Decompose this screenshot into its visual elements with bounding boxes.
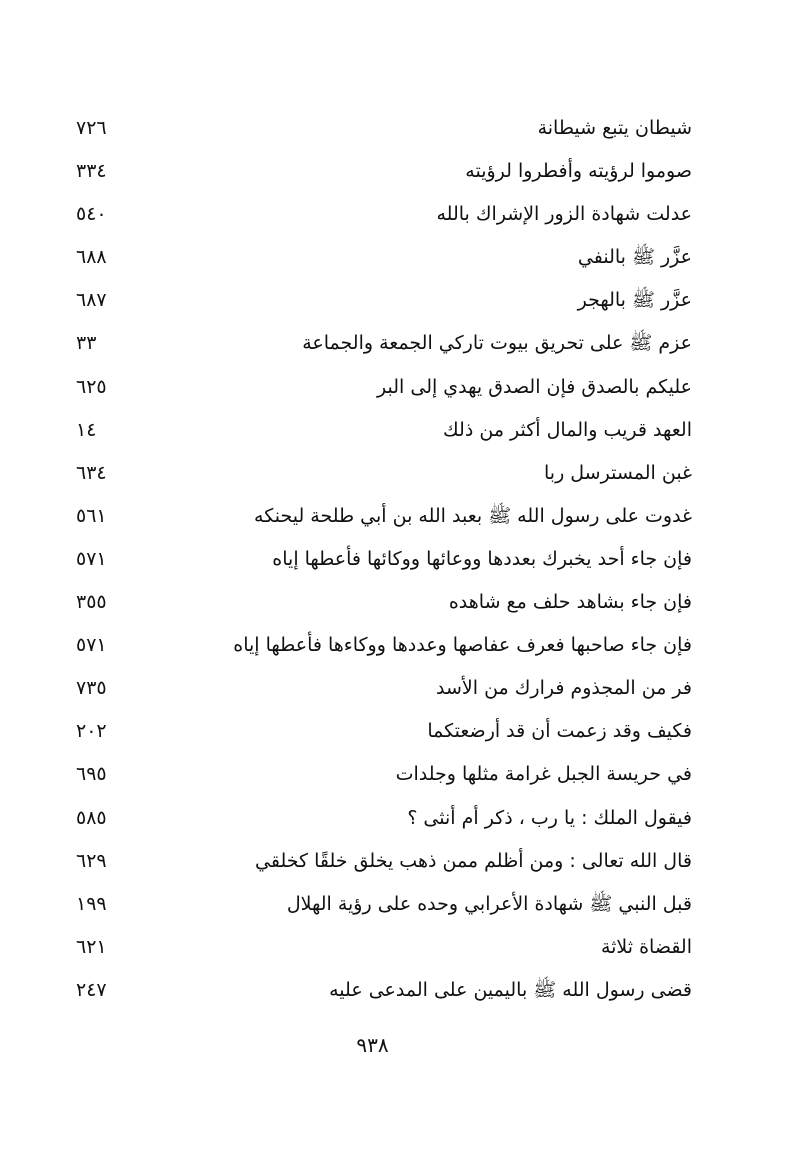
hadith-text: غبن المسترسل ربا bbox=[544, 461, 692, 484]
hadith-text: فإن جاء صاحبها فعرف عفاصها وعددها ووكاءها فأعطها إياه bbox=[233, 634, 692, 657]
page-reference: ٣٣ bbox=[76, 332, 97, 355]
page-reference: ٦٩٥ bbox=[76, 763, 107, 786]
hadith-text: العهد قريب والمال أكثر من ذلك bbox=[443, 418, 692, 441]
page-reference: ٧٢٦ bbox=[76, 117, 107, 139]
page-reference: ٦٢٩ bbox=[76, 849, 107, 872]
page-reference: ٣٥٥ bbox=[76, 591, 107, 614]
page-reference: ٦٣٤ bbox=[76, 461, 107, 484]
index-entry bbox=[70, 841, 692, 884]
page-reference: ٧٣٥ bbox=[76, 677, 107, 700]
page-reference: ١٩٩ bbox=[76, 892, 107, 915]
hadith-text: صوموا لرؤيته وأفطروا لرؤيته bbox=[465, 160, 692, 183]
page-reference: ٢٠٢ bbox=[76, 720, 107, 743]
page-reference: ٥٦١ bbox=[76, 504, 107, 527]
index-entry bbox=[70, 453, 692, 496]
page-reference: ٦٨٧ bbox=[76, 289, 107, 312]
index-entry bbox=[70, 237, 692, 280]
page-reference: ٥٨٥ bbox=[76, 806, 107, 829]
index-entry bbox=[70, 280, 692, 323]
hadith-text: فكيف وقد زعمت أن قد أرضعتكما bbox=[427, 720, 692, 743]
page-reference: ٣٣٤ bbox=[76, 160, 107, 183]
hadith-text: عزم ﷺ على تحريق بيوت تاركي الجمعة والجماعة bbox=[302, 332, 692, 355]
hadith-text: فإن جاء أحد يخبرك بعددها ووعائها ووكائها فأعطها إياه bbox=[272, 547, 692, 570]
hadith-text: القضاة ثلاثة bbox=[600, 935, 692, 958]
page-reference: ١٤ bbox=[76, 418, 97, 441]
hadith-text: قال الله تعالى : ومن أظلم ممن ذهب يخلق خلقًا كخلقي bbox=[255, 849, 692, 872]
hadith-text: فر من المجذوم فرارك من الأسد bbox=[436, 677, 692, 700]
hadith-text: غدوت على رسول الله ﷺ بعبد الله بن أبي طلحة ليحنكه bbox=[254, 504, 692, 527]
page-number: ٩٣٨ bbox=[356, 1033, 389, 1057]
index-entry bbox=[70, 798, 692, 841]
index-entry bbox=[70, 711, 692, 754]
page-reference: ٦٨٨ bbox=[76, 246, 107, 269]
index-entry bbox=[70, 754, 692, 797]
page-reference: ٥٧١ bbox=[76, 547, 107, 570]
page-reference: ٢٤٧ bbox=[76, 978, 107, 1001]
hadith-text: في حريسة الجبل غرامة مثلها وجلدات bbox=[395, 763, 692, 786]
hadith-text: عزَّر ﷺ بالهجر bbox=[577, 289, 692, 312]
page-reference: ٦٢١ bbox=[76, 935, 107, 958]
index-entry bbox=[70, 539, 692, 582]
hadith-text: عزَّر ﷺ بالنفي bbox=[577, 246, 692, 269]
hadith-text: شيطان يتبع شيطانة bbox=[537, 117, 692, 139]
index-entry bbox=[70, 970, 692, 1013]
hadith-text: فيقول الملك : يا رب ، ذكر أم أنثى ؟ bbox=[407, 806, 692, 829]
index-entry bbox=[70, 323, 692, 366]
hadith-text: قضى رسول الله ﷺ باليمين على المدعى عليه bbox=[329, 978, 692, 1001]
page-reference: ٥٧١ bbox=[76, 634, 107, 657]
index-entry bbox=[70, 410, 692, 453]
index-entry bbox=[70, 151, 692, 194]
index-entry bbox=[70, 496, 692, 539]
index-entry bbox=[70, 582, 692, 625]
index-entry bbox=[70, 367, 692, 410]
index-entry bbox=[70, 884, 692, 927]
index-entry bbox=[70, 194, 692, 237]
index-entry bbox=[70, 668, 692, 711]
index-entry bbox=[70, 927, 692, 970]
hadith-index-list bbox=[70, 108, 692, 1013]
index-entry bbox=[70, 625, 692, 668]
page-reference: ٦٢٥ bbox=[76, 375, 107, 398]
hadith-text: فإن جاء بشاهد حلف مع شاهده bbox=[448, 591, 692, 614]
hadith-text: عدلت شهادة الزور الإشراك بالله bbox=[436, 203, 692, 226]
hadith-text: قبل النبي ﷺ شهادة الأعرابي وحده على رؤية الهلال bbox=[286, 892, 692, 915]
index-entry bbox=[70, 108, 692, 151]
hadith-text: عليكم بالصدق فإن الصدق يهدي إلى البر bbox=[377, 375, 692, 398]
page-reference: ٥٤٠ bbox=[76, 203, 107, 226]
